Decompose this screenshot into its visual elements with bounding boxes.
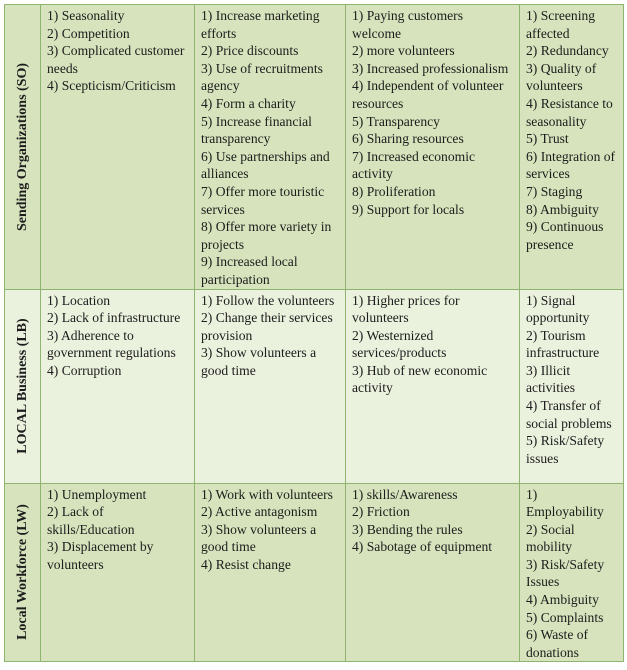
list-item: 1) Unemployment <box>47 486 147 502</box>
list-item: 1) Screening affected <box>526 8 596 41</box>
table-cell <box>346 483 520 662</box>
list-item: 5) Increase financial transparency <box>201 113 312 147</box>
list-item: 1) Follow the volunteers <box>201 292 335 308</box>
list-item: 3) Adherence to government regulations <box>47 327 176 361</box>
list-item: 1) Work with volunteers <box>201 486 333 502</box>
list-item: 3) Complicated customer needs <box>47 43 185 76</box>
table-cell <box>346 5 520 290</box>
list-item: 2) Active antagonism <box>201 504 318 520</box>
list-item: 4) Independent of volunteer resources <box>352 78 504 111</box>
list-item: 2) Price discounts <box>201 43 299 59</box>
list-item: 6) Use partnerships and alliances <box>201 148 330 182</box>
list-item: 2) Westernized services/products <box>352 327 447 361</box>
row-label: LOCAL Business (LB) <box>14 318 30 454</box>
list-item: 6) Sharing resources <box>352 131 464 147</box>
list-item: 3) Risk/Safety Issues <box>526 556 605 590</box>
list-item: 2) Competition <box>47 25 130 41</box>
table-row-local-workforce <box>5 483 624 662</box>
list-item: 8) Proliferation <box>352 183 436 199</box>
list-item: 9) Increased local participation <box>201 254 298 287</box>
list-item: 6) Integration of services <box>526 148 616 182</box>
list-item: 1) Increase marketing efforts <box>201 8 320 41</box>
table-cell <box>41 5 195 290</box>
list-item: 8) Ambiguity <box>526 201 599 217</box>
list-item: 3) Quality of volunteers <box>526 60 597 94</box>
list-item: 3) Show volunteers a good time <box>201 345 317 378</box>
list-item: 4) Resist change <box>201 556 291 572</box>
list-item: 5) Transparency <box>352 113 440 129</box>
list-item: 4) Form a charity <box>201 95 296 111</box>
list-item: 4) Sabotage of equipment <box>352 539 493 555</box>
list-item: 3) Bending the rules <box>352 521 463 537</box>
list-item: 4) Resistance to seasonality <box>526 95 613 129</box>
list-item: 5) Complaints <box>526 609 604 625</box>
table-cell <box>520 289 624 483</box>
table-cell <box>520 5 624 290</box>
list-item: 3) Use of recruitments agency <box>201 60 323 94</box>
list-item: 4) Ambiguity <box>526 592 599 608</box>
table-cell <box>195 5 346 290</box>
list-item: 1) Employability <box>526 486 604 520</box>
list-item: 1) Higher prices for volunteers <box>352 292 460 326</box>
list-item: 6) Waste of donations <box>526 627 589 660</box>
list-item: 3) Hub of new economic activity <box>352 362 488 396</box>
list-item: 2) Lack of skills/Education <box>47 504 135 537</box>
list-item: 2) Redundancy <box>526 43 609 59</box>
list-item: 4) Transfer of social problems <box>526 398 612 431</box>
list-item: 2) Tourism infrastructure <box>526 327 600 361</box>
row-header-sending-organizations <box>5 5 41 290</box>
list-item: 7) Offer more touristic services <box>201 183 325 217</box>
row-label: Local Workforce (LW) <box>14 504 30 641</box>
table-cell <box>195 483 346 662</box>
list-item: 2) Social mobility <box>526 521 575 555</box>
list-item: 9) Continuous presence <box>526 219 604 252</box>
list-item: 1) Location <box>47 292 111 308</box>
stakeholder-matrix-table <box>4 4 624 662</box>
table-cell <box>41 483 195 662</box>
list-item: 3) Increased professionalism <box>352 60 509 76</box>
list-item: 1) skills/Awareness <box>352 486 458 502</box>
list-item: 3) Displacement by volunteers <box>47 539 154 572</box>
table-row-local-business <box>5 289 624 483</box>
list-item: 4) Corruption <box>47 362 122 378</box>
row-header-local-business <box>5 289 41 483</box>
table-cell <box>346 289 520 483</box>
table-cell <box>195 289 346 483</box>
list-item: 7) Increased economic activity <box>352 148 476 182</box>
list-item: 3) Illicit activities <box>526 362 576 396</box>
list-item: 2) Friction <box>352 504 410 520</box>
list-item: 8) Offer more variety in projects <box>201 219 332 252</box>
list-item: 1) Signal opportunity <box>526 292 590 326</box>
row-header-local-workforce <box>5 483 41 662</box>
list-item: 2) more volunteers <box>352 43 455 59</box>
list-item: 2) Change their services provision <box>201 310 333 343</box>
list-item: 1) Paying customers welcome <box>352 8 464 41</box>
table-cell <box>41 289 195 483</box>
list-item: 2) Lack of infrastructure <box>47 310 181 326</box>
list-item: 7) Staging <box>526 183 583 199</box>
list-item: 4) Scepticism/Criticism <box>47 78 176 94</box>
list-item: 9) Support for locals <box>352 201 465 217</box>
list-item: 5) Risk/Safety issues <box>526 433 605 466</box>
list-item: 1) Seasonality <box>47 8 125 23</box>
table-row-sending-organizations <box>5 5 624 290</box>
list-item: 3) Show volunteers a good time <box>201 521 317 555</box>
table-cell <box>520 483 624 662</box>
list-item: 5) Trust <box>526 131 569 147</box>
row-label: Sending Organizations (SO) <box>14 62 30 231</box>
